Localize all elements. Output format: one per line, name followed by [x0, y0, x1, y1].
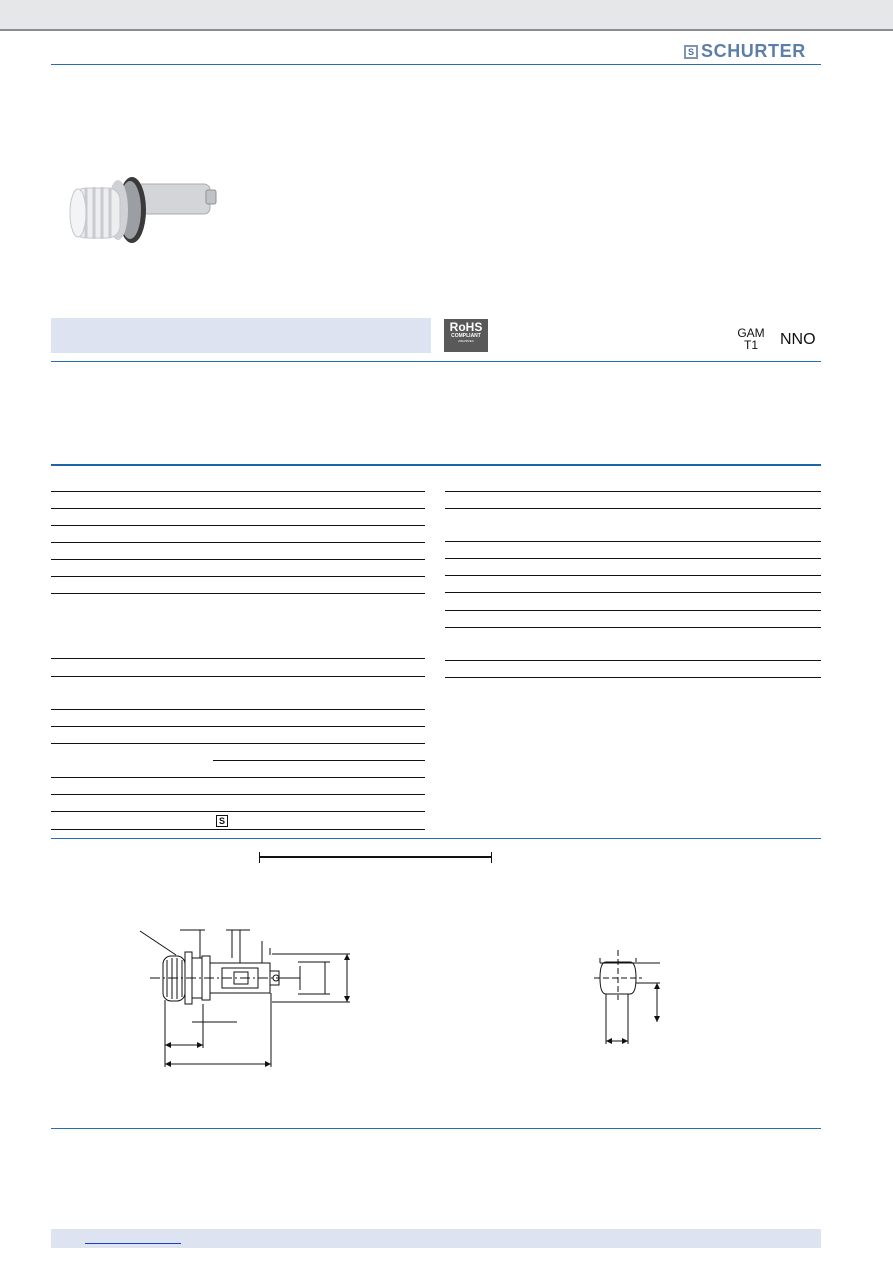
- footer-link[interactable]: [85, 1243, 181, 1244]
- approval-line-2: T1: [743, 338, 758, 352]
- approval-nno-mark: NNO: [780, 331, 816, 348]
- brand-name: SCHURTER: [701, 41, 806, 61]
- approval-line-1: GAM: [737, 326, 765, 340]
- section-divider-3: [51, 1128, 821, 1129]
- s-logo-icon: S: [216, 815, 228, 827]
- rohs-title: RoHS: [449, 320, 483, 334]
- footer-band: [51, 1229, 821, 1248]
- brand-mark-icon: S: [684, 45, 698, 59]
- rohs-subtitle: COMPLIANT: [451, 333, 481, 339]
- rohs-directive: 2002/95/EC: [458, 339, 474, 343]
